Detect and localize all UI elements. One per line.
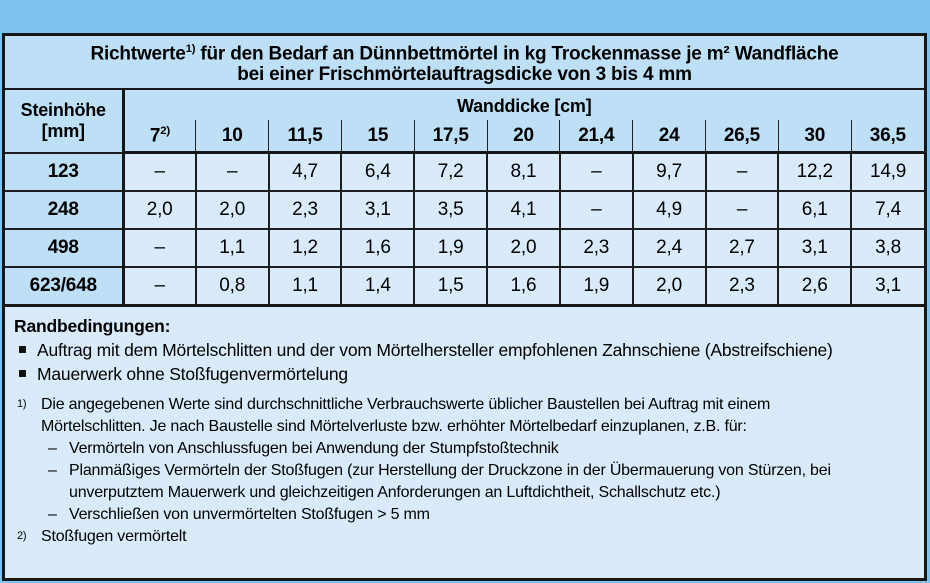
row-header: 123: [5, 153, 123, 192]
col-header: 15: [341, 120, 414, 153]
row-header: 623/648: [5, 267, 123, 306]
data-cell: 6,4: [341, 153, 414, 192]
data-cell: –: [706, 191, 779, 229]
title-line-2: bei einer Frischmörtelauftragsdicke von 3 bis 4 mm: [237, 64, 692, 86]
footnote-1-subitem: – Verschließen von unvermörtelten Stoßfugen > 5 mm: [41, 504, 851, 526]
data-cell: –: [123, 267, 196, 306]
data-cell: –: [196, 153, 269, 192]
col-header: 21,4: [560, 120, 633, 153]
data-cell: 1,1: [269, 267, 342, 306]
footnote-1: 1) Die angegebenen Werte sind durchschnittliche Verbrauchswerte üblicher Baustellen bei Auftrag mit einem Mörtelschlitten. Je nach Baustelle sind Mörtelverluste bzw. erhöhter Mörtelbedarf einzuplanen, z.B. für: – Vermörteln von Anschlussfugen bei Anwendung der Stumpfstoßtechnik – Planmäßiges Vermörteln der Stoßfugen (zur Herstellung der Druckzone in der Übermauerung von Stürzen, bei unverputztem Mauerwerk und gleichzeitigen Anforderungen an Luftdichtheit, Schallschutz etc.) – Verschließen von unvermörtelten Stoßfugen > 5 mm: [14, 394, 851, 526]
table-row: [5, 267, 924, 306]
col-header: 10: [196, 120, 269, 153]
data-cell: 7,2: [414, 153, 487, 192]
table-frame: [2, 33, 927, 581]
data-cell: –: [560, 153, 633, 192]
data-cell: 2,0: [123, 191, 196, 229]
column-group-label: Wanddicke [cm]: [123, 90, 924, 120]
footnote-1-subitem: – Vermörteln von Anschlussfugen bei Anwendung der Stumpfstoßtechnik: [41, 438, 851, 460]
footnote-2-marker: 2): [17, 530, 27, 543]
footnote-1-marker: 1): [17, 398, 27, 411]
data-cell: 1,9: [414, 229, 487, 267]
data-cell: 2,7: [706, 229, 779, 267]
data-cell: 1,9: [560, 267, 633, 306]
col-header: 17,5: [414, 120, 487, 153]
square-bullet-icon: [19, 346, 26, 353]
col-header: 20: [487, 120, 560, 153]
col-header: 26,5: [706, 120, 779, 153]
data-cell: 4,9: [633, 191, 706, 229]
data-cell: 2,3: [560, 229, 633, 267]
col-header: 24: [633, 120, 706, 153]
footnote-1-subitem: – Planmäßiges Vermörteln der Stoßfugen (zur Herstellung der Druckzone in der Übermauerung von Stürzen, bei unverputztem Mauerwerk und gleichzeitigen Anforderungen an Luftdichtheit, Schallschutz etc.): [48, 462, 831, 502]
data-cell: 2,0: [633, 267, 706, 306]
mortar-consumption-table: [5, 90, 924, 307]
data-cell: 2,4: [633, 229, 706, 267]
table-title: [5, 36, 924, 90]
footnote-2: 2) Stoßfugen vermörtelt: [14, 526, 851, 548]
header-row-group: [5, 90, 924, 120]
dash-bullet: –: [48, 462, 57, 480]
column-header-row: [5, 120, 924, 153]
data-cell: 1,6: [487, 267, 560, 306]
data-cell: 7,4: [851, 191, 924, 229]
data-cell: 1,4: [341, 267, 414, 306]
table-row: [5, 153, 924, 192]
footnote-2-ref: 2): [160, 124, 170, 137]
col-header: 36,5: [851, 120, 924, 153]
data-cell: –: [560, 191, 633, 229]
row-header-title: Steinhöhe [mm]: [5, 90, 123, 153]
data-cell: 2,3: [706, 267, 779, 306]
data-cell: –: [123, 229, 196, 267]
condition-item: Mauerwerk ohne Stoßfugenvermörtelung: [14, 362, 837, 386]
data-cell: 1,5: [414, 267, 487, 306]
data-cell: 8,1: [487, 153, 560, 192]
title-line-1: Richtwerte$^{1)}$ für den Bedarf an Dünnbettmörtel in kg Trockenmasse je m² Wandfläche: [90, 43, 839, 65]
data-cell: –: [123, 153, 196, 192]
data-cell: 4,1: [487, 191, 560, 229]
data-cell: 12,2: [778, 153, 851, 192]
table-row: [5, 229, 924, 267]
data-cell: 3,1: [778, 229, 851, 267]
row-header: 498: [5, 229, 123, 267]
conditions-heading: Randbedingungen:: [14, 316, 171, 337]
data-cell: 3,1: [851, 267, 924, 306]
condition-item: Auftrag mit dem Mörtelschlitten und der vom Mörtelhersteller empfohlenen Zahnschiene (Abstreifschiene): [14, 338, 837, 362]
data-cell: 9,7: [633, 153, 706, 192]
data-cell: 6,1: [778, 191, 851, 229]
footnote-1-ref: 1): [185, 43, 196, 55]
data-cell: 2,0: [487, 229, 560, 267]
data-cell: 3,8: [851, 229, 924, 267]
data-cell: 2,3: [269, 191, 342, 229]
data-cell: 14,9: [851, 153, 924, 192]
footnotes: [14, 394, 914, 548]
notes-section: [5, 307, 924, 578]
row-header: 248: [5, 191, 123, 229]
data-cell: 1,2: [269, 229, 342, 267]
data-cell: 3,1: [341, 191, 414, 229]
data-cell: 1,6: [341, 229, 414, 267]
col-header: 7$^{2)}$: [123, 120, 196, 153]
square-bullet-icon: [19, 370, 26, 377]
data-cell: 1,1: [196, 229, 269, 267]
data-cell: –: [706, 153, 779, 192]
data-cell: 3,5: [414, 191, 487, 229]
dash-bullet: –: [48, 506, 57, 524]
table-row: [5, 191, 924, 229]
dash-bullet: –: [48, 440, 57, 458]
data-cell: 2,0: [196, 191, 269, 229]
data-cell: 4,7: [269, 153, 342, 192]
data-cell: 2,6: [778, 267, 851, 306]
col-header: 11,5: [269, 120, 342, 153]
col-header: 30: [778, 120, 851, 153]
data-cell: 0,8: [196, 267, 269, 306]
